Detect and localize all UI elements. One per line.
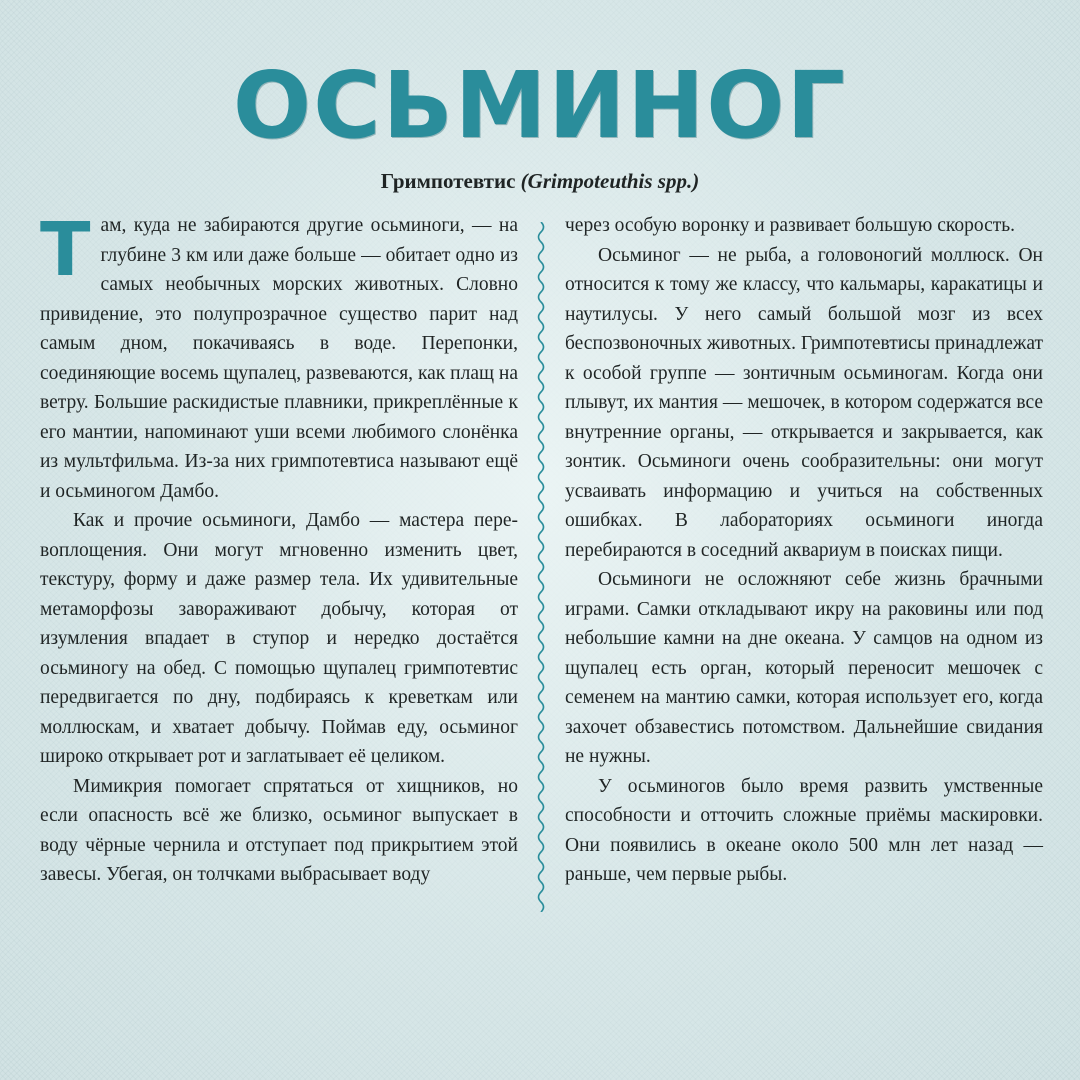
paragraph: Мимикрия помогает спрятаться от хищников, но если опасность всё же близко, осьминог выпускает в воду чёрные чернила и отступает под прикрытием этой завесы. Убегая, он толчками выбрасывает воду (40, 775, 518, 885)
article-column-left (40, 207, 518, 890)
paragraph: Осьминоги не осложняют себе жизнь брачными играми. Самки откладывают икру на раковины или под небольшие камни на дне океана. У самцов на одном из щупалец есть орган, который переносит мешочек с семенем на мантию самки, которая использует его, когда захочет обзавестись потомством. Дальнейшие свидания не нужны. (565, 569, 1043, 767)
paragraph: Как и прочие осьминоги, Дамбо — мастера перевоплощения. Они могут мгновенно изменить цвет, текстуру, форму и даже размер тела. Их удивительные метаморфозы завораживают добычу, которая от изумления впадает в ступор и нередко достаётся осьминогу на обед. С помощью щупалец гримпотевтис передвигается по дну, подбираясь к креветкам или моллюскам, и хватает добычу. Поймав еду, осьминог широко открывает рот и заглатывает её целиком. (40, 510, 518, 767)
page-title: ОСЬМИНОГ (232, 52, 848, 159)
paragraph: Осьминог — не рыба, а головоногий моллюск. Он относится к тому же классу, что кальмары, каракатицы и наутилусы. У него самый большой мозг из всех беспозвоночных животных. Гримпотевтисы принадлежат к особой группе — зонтичным осьминогам. Когда они плывут, их мантия — мешочек, в котором содержатся все внутренние органы, — открывается и закрывается, как зонтик. Осьминоги очень сообразительны: они могут усваивать информацию и учиться на собственных ошибках. В лабораториях осьминоги иногда перебираются в соседний аквариум в поисках пищи. (565, 244, 1044, 561)
paragraph (40, 207, 518, 506)
article-column-right (565, 211, 1043, 890)
drop-cap: Т (40, 207, 91, 293)
wavy-column-divider (534, 222, 548, 912)
paragraph: через особую воронку и развивает большую скорость. (565, 215, 1016, 236)
species-latin-name: (Grimpoteuthis spp.) (520, 169, 700, 193)
species-common-name: Гримпотевтис (380, 169, 516, 193)
species-subtitle (0, 168, 1080, 194)
paragraph-text: ам, куда не забираются другие осьминоги, — на глубине 3 км или даже больше — обитает одно из самых необычных морских животных. Словно привидение, это полупрозрачное существо парит над самым дном, покачиваясь в воде. Перепонки, соединяющие восемь щупалец, развеваются, как плащ на ветру. Большие раскидистые плавники, прикреплённые к его мантии, напоминают уши всеми любимого слонёнка из мультфильма. Из-за них гримпотевтиса называют ещё и осьминогом Дамбо. (40, 215, 518, 502)
paragraph: У осьминогов было время развить умственные способности и отточить сложные приёмы маскировки. Они появились в океане около 500 млн лет назад — раньше, чем первые рыбы. (565, 775, 1043, 885)
